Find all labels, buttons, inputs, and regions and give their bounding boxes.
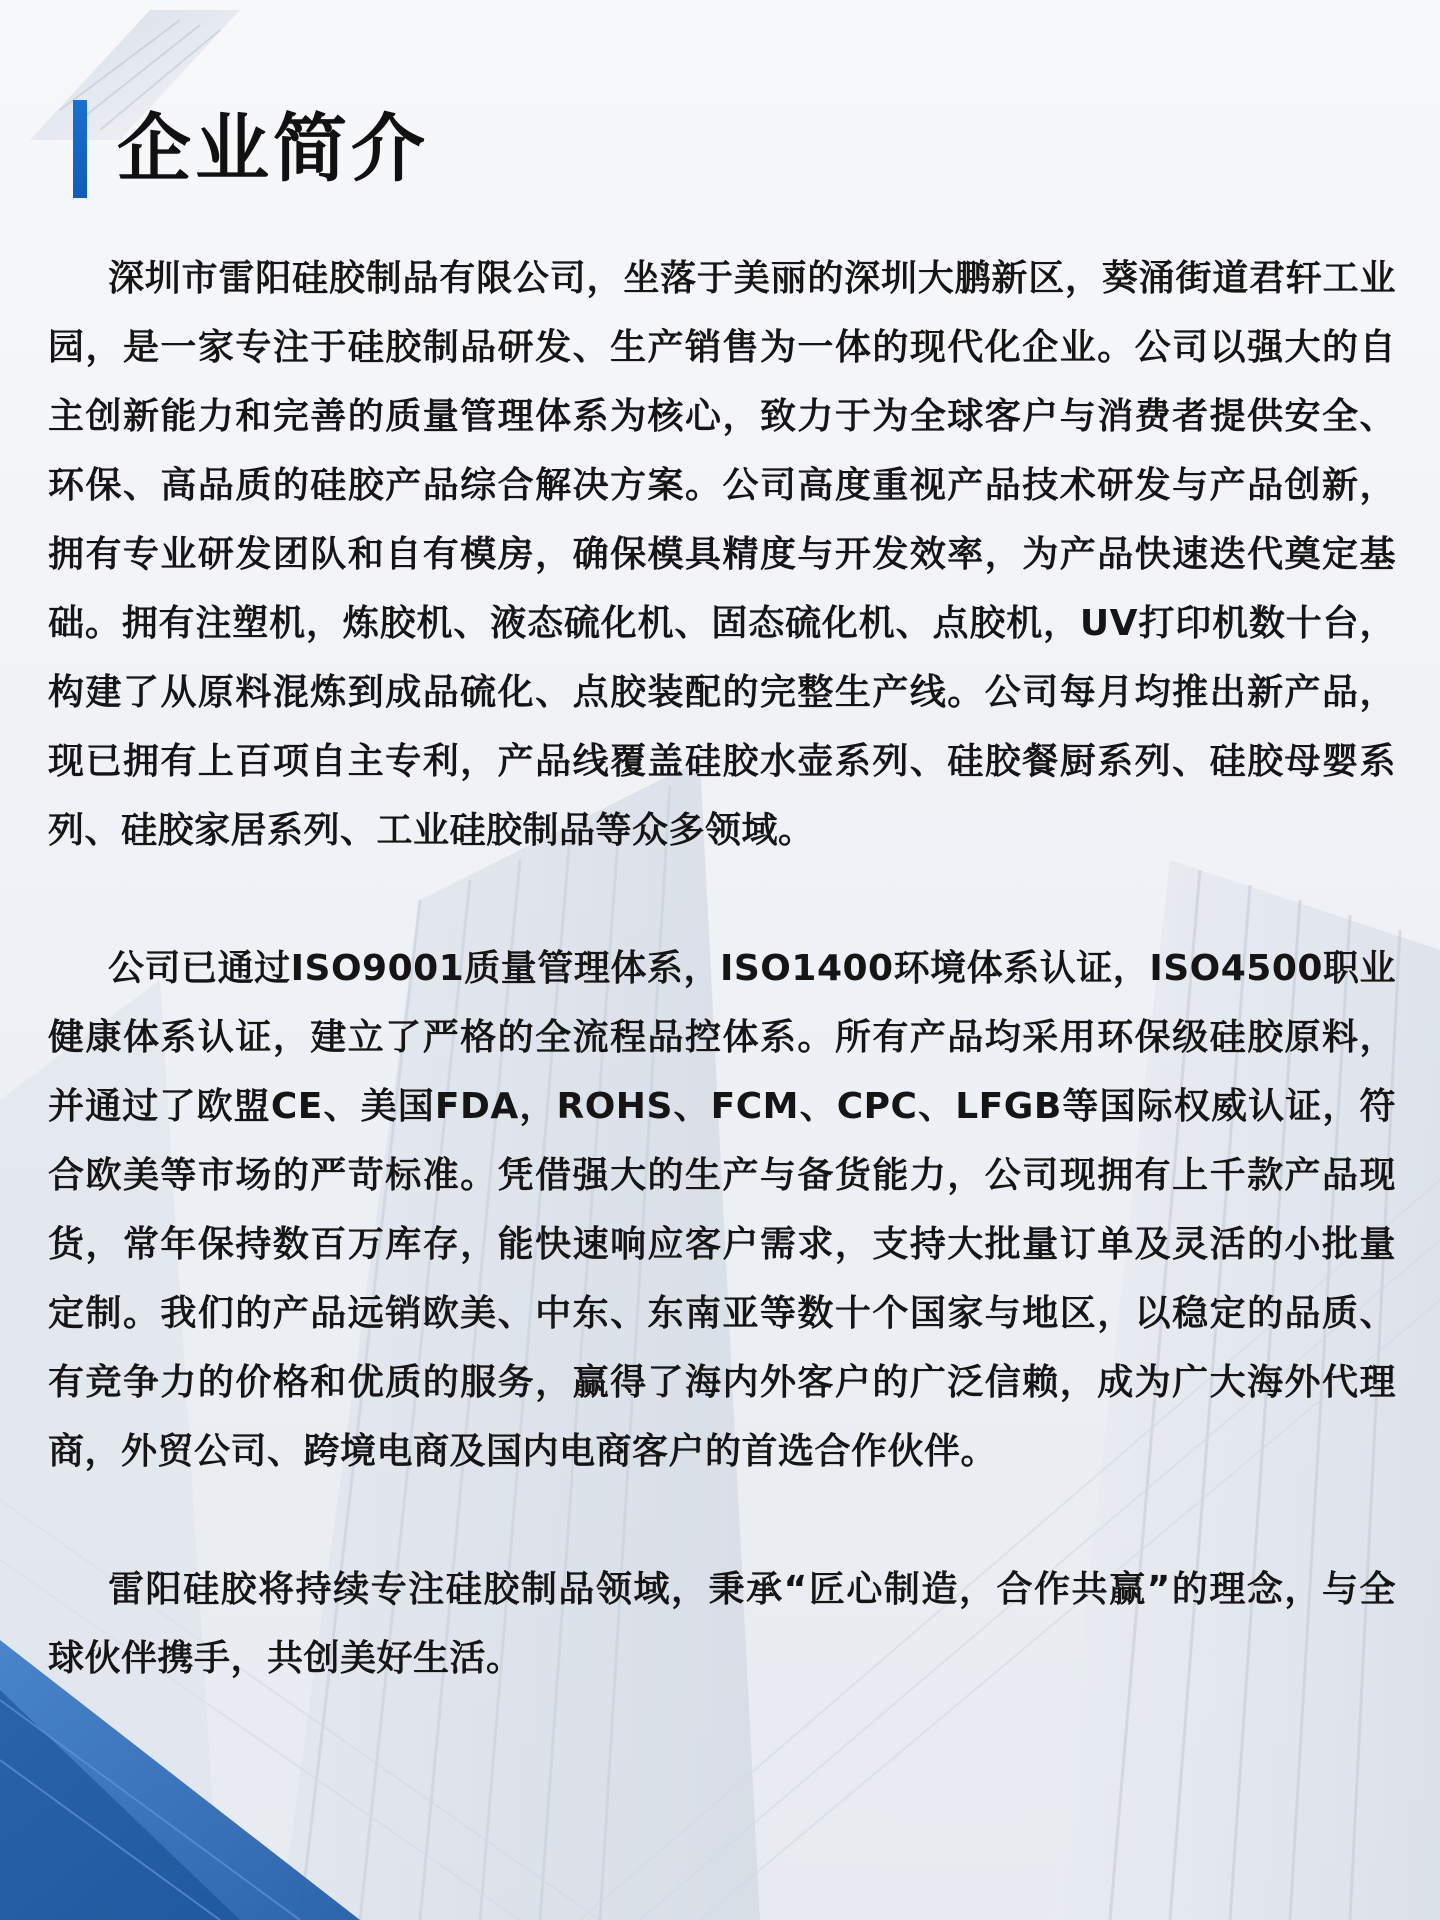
title-accent-bar: [73, 100, 87, 198]
page-title: 企业简介: [117, 106, 429, 192]
paragraph-certifications: 公司已通过ISO9001质量管理体系，ISO1400环境体系认证，ISO4500职业健康体系认证，建立了严格的全流程品控体系。所有产品均采用环保级硅胶原料，并通过了欧盟CE、美国FDA，ROHS、FCM、CPC、LFGB等国际权威认证，符合欧美等市场的严苛标准。凭借强大的生产与备货能力，公司现拥有上千款产品现货，常年保持数百万库存，能快速响应客户需求，支持大批量订单及灵活的小批量定制。我们的产品远销欧美、中东、东南亚等数十个国家与地区，以稳定的品质、有竞争力的价格和优质的服务，赢得了海内外客户的广泛信赖，成为广大海外代理商，外贸公司、跨境电商及国内电商客户的首选合作伙伴。: [48, 948, 1396, 1472]
paragraph-company-overview: 深圳市雷阳硅胶制品有限公司，坐落于美丽的深圳大鹏新区，葵涌街道君轩工业园，是一家专注于硅胶制品研发、生产销售为一体的现代化企业。公司以强大的自主创新能力和完善的质量管理体系为核心，致力于为全球客户与消费者提供安全、环保、高品质的硅胶产品综合解决方案。公司高度重视产品技术研发与产品创新，拥有专业研发团队和自有模房，确保模具精度与开发效率，为产品快速迭代奠定基础。拥有注塑机，炼胶机、液态硫化机、固态硫化机、点胶机，UV打印机数十台，构建了从原料混炼到成品硫化、点胶装配的完整生产线。公司每月均推出新产品，现已拥有上百项自主专利，产品线覆盖硅胶水壶系列、硅胶餐厨系列、硅胶母婴系列、硅胶家居系列、工业硅胶制品等众多领域。: [48, 258, 1396, 851]
section-header: [73, 100, 429, 198]
company-profile-body: [48, 244, 1396, 1762]
paragraph-mission: 雷阳硅胶将持续专注硅胶制品领域，秉承“匠心制造，合作共赢”的理念，与全球伙伴携手，共创美好生活。: [48, 1569, 1396, 1679]
